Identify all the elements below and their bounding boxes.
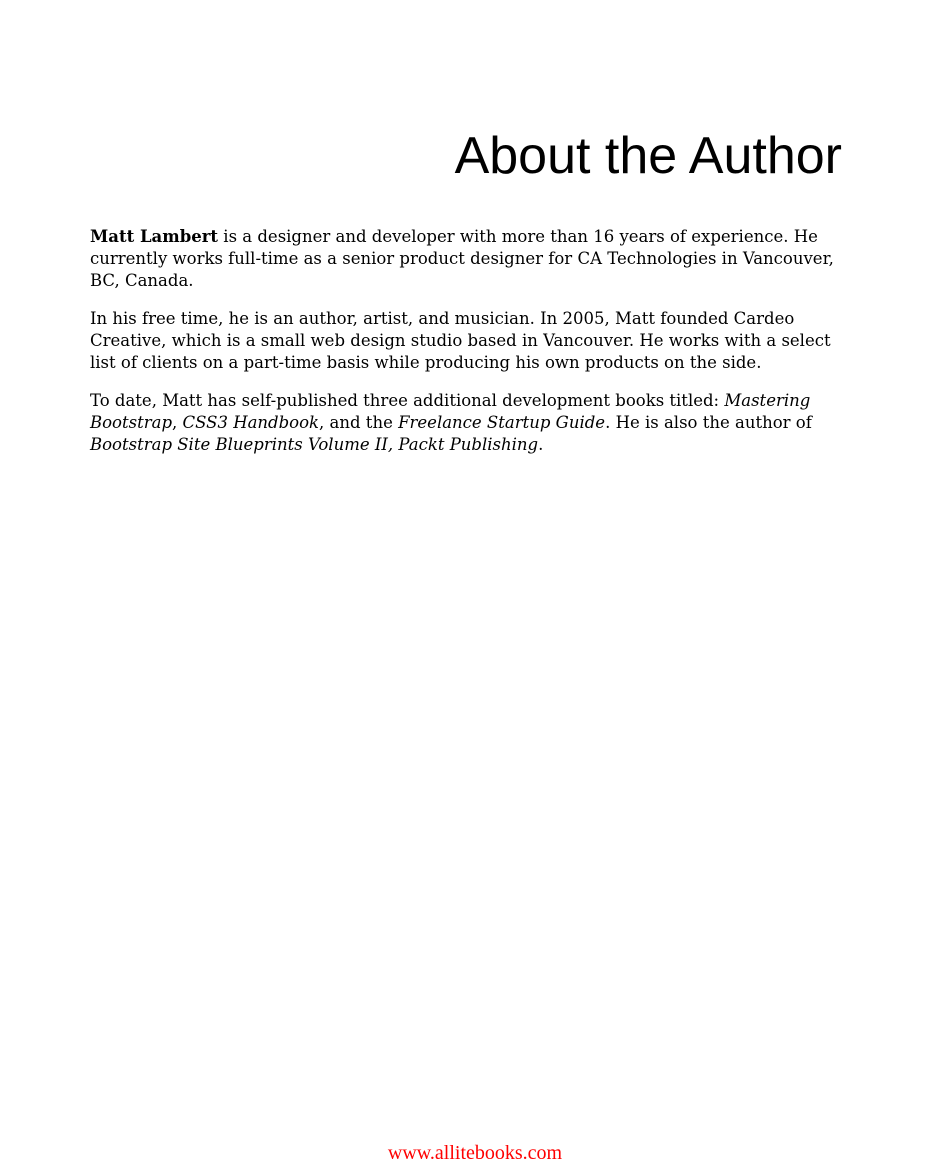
book-title-css3-handbook: CSS3 Handbook — [182, 413, 320, 432]
bio-paragraph-1 — [90, 226, 835, 292]
footer-website-link[interactable]: www.allitebooks.com — [387, 1142, 563, 1164]
author-name: Matt Lambert — [90, 227, 219, 246]
book-title-mastering-bootstrap: Mastering Bootstrap — [90, 391, 811, 432]
bio-paragraph-3-separator-2: , and the — [319, 413, 399, 432]
bio-paragraph-3-separator-1: , — [172, 413, 183, 432]
bio-paragraph-2-text: In his free time, he is an author, artist, and musician. In 2005, Matt founded Cardeo Creative, which is a small web design studio based in Vancouver. He works with a select list of clients on a part-time basis while producing his own products on the side. — [90, 309, 831, 372]
page-title: About the Author — [454, 127, 842, 185]
book-title-freelance-startup-guide: Freelance Startup Guide — [398, 413, 606, 432]
book-title-bootstrap-site-blueprints: Bootstrap Site Blueprints Volume II, Packt Publishing — [90, 435, 539, 454]
bio-paragraph-3 — [90, 390, 835, 456]
bio-paragraph-3-middle: . He is also the author of — [605, 413, 812, 432]
bio-paragraph-2 — [90, 308, 835, 374]
bio-paragraph-3-intro: To date, Matt has self-published three additional development books titled: — [90, 391, 725, 410]
author-bio — [90, 226, 835, 472]
bio-paragraph-3-end: . — [538, 435, 544, 454]
bio-paragraph-1-text: is a designer and developer with more than 16 years of experience. He currently works full-time as a senior product designer for CA Technologies in Vancouver, BC, Canada. — [90, 227, 834, 290]
